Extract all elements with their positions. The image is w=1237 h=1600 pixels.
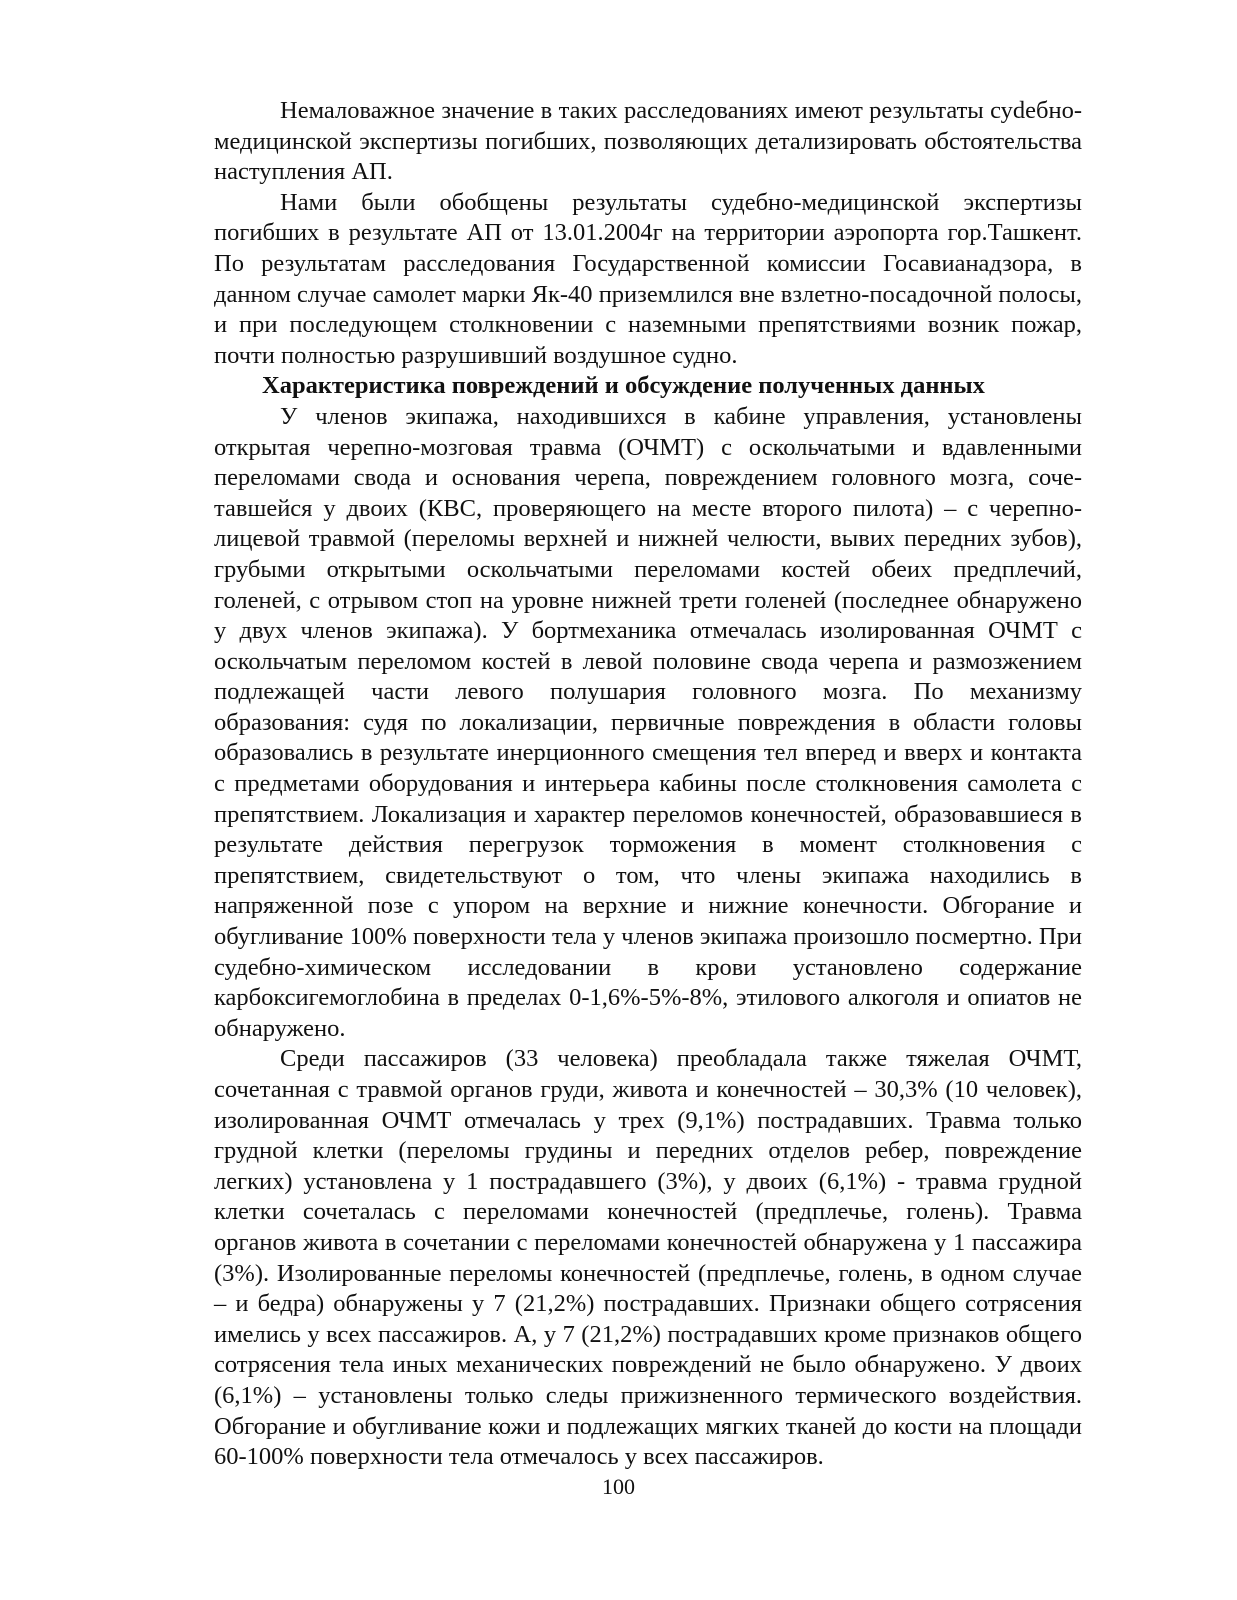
document-page	[214, 96, 1082, 1473]
paragraph-passenger-injuries: Среди пассажиров (33 человека) преобладала также тяжелая ОЧМТ, сочетанная с травмой органов груди, живота и конечностей – 30,3% (10 человек), изолированная ОЧМТ отмечалась у трех (9,1%) пострадавших. Травма только грудной клетки (переломы грудины и передних отделов ребер, повреждение легких) установлена у 1 пострадавшего (3%), у двоих (6,1%) - травма грудной клетки сочеталась с переломами конечностей (предплечье, голень). Травма органов живота в сочетании с переломами конечностей обнаружена у 1 пассажира (3%). Изолированные переломы конечностей (предплечье, голень, в одном случае – и бедра) обнаружены у 7 (21,2%) пострадавших. Признаки общего сотрясения имелись у всех пассажиров. А, у 7 (21,2%) пострадавших кроме признаков общего сотрясения тела иных механических повреждений не было обнаружено. У двоих (6,1%) – установлены только следы прижизненного термического воздействия. Обгорание и обугливание кожи и подлежащих мягких тканей до кости на площади 60-100% поверхности тела отмечалось у всех пассажиров.	[214, 1045, 1082, 1471]
paragraph-intro: Немаловажное значение в таких расследованиях имеют результаты суdебно-медицинской экспертизы погибших, позволяющих детализировать обстоятельства наступления АП.	[214, 97, 1082, 186]
paragraph-summary: Нами были обобщены результаты судебно-медицинской экспертизы погибших в результате АП от 13.01.2004г на территории аэропорта гор.Ташкент. По результатам расследования Государственной комиссии Госавианадзора, в данном случае самолет марки Як-40 приземлился вне взлетно-посадочной полосы, и при последующем столкновении с наземными препятствиями возник пожар, почти полностью разрушивший воздушное судно.	[214, 188, 1082, 369]
page-number: 100	[602, 1474, 635, 1499]
paragraph-crew-injuries: У членов экипажа, находившихся в кабине управления, установлены открытая черепно-мозговая травма (ОЧМТ) с оскольчатыми и вдавленными переломами свода и основания черепа, повреждением головного мозга, сочетавшейся у двоих (КВС, проверяющего на месте второго пилота) – с черепно-лицевой травмой (переломы верхней и нижней челюсти, вывих передних зубов), грубыми открытыми оскольчатыми переломами костей обеих предплечий, голеней, с отрывом стоп на уровне нижней трети голеней (последнее обнаружено у двух членов экипажа). У бортмеханика отмечалась изолированная ОЧМТ с оскольчатым переломом костей в левой половине свода черепа и размозжением подлежащей части левого полушария головного мозга. По механизму образования: судя по локализации, первичные повреждения в области головы образовались в результате инерционного смещения тел вперед и вверх и контакта с предметами оборудования и интерьера кабины после столкновения самолета с препятствием. Локализация и характер переломов конечностей, образовавшиеся в результате действия перегрузок торможения в момент столкновения с препятствием, свидетельствуют о том, что члены экипажа находились в напряженной позе с упором на верхние и нижние конечности. Обгорание и обугливание 100% поверхности тела у членов экипажа произошло посмертно. При судебно-химическом исследовании в крови установлено содержание карбоксигемоглобина в пределах 0-1,6%-5%-8%, этилового алкоголя и опиатов не обнаружено.	[214, 402, 1082, 1042]
section-heading: Характеристика повреждений и обсуждение полученных данных	[262, 372, 985, 400]
